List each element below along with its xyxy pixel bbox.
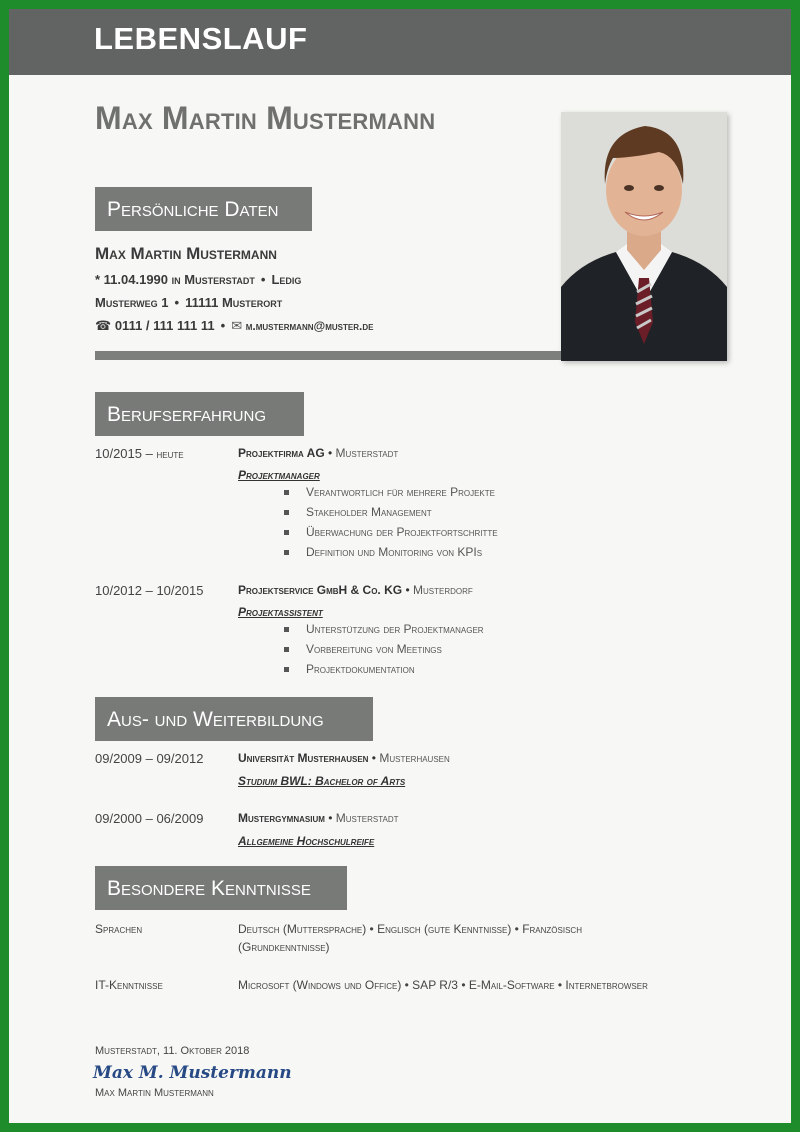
skill-label-it: IT-Kenntnisse xyxy=(95,978,163,992)
applicant-photo xyxy=(561,112,727,361)
email-icon: ✉ xyxy=(231,318,243,333)
skill-value-it: Microsoft (Windows und Office) • SAP R/3 • E-Mail-Software • Internetbrowser xyxy=(238,978,648,992)
education-institution: Mustergymnasium • Musterstadt xyxy=(238,811,399,825)
portrait-image xyxy=(561,112,727,361)
resume-page xyxy=(9,9,791,1123)
city: 11111 Musterort xyxy=(185,295,283,310)
signature: Max M. Mustermann xyxy=(93,1063,292,1083)
list-item: Vorbereitung von Meetings xyxy=(284,639,484,659)
skill-value-languages: Deutsch (Muttersprache) • Englisch (gute Kenntnisse) • Französisch (Grundkenntnisse) xyxy=(238,922,582,954)
education-date: 09/2009 – 09/2012 xyxy=(95,751,204,766)
email-address: m.mustermann@muster.de xyxy=(245,319,374,333)
section-heading-personal: Persönliche Daten xyxy=(95,187,312,231)
skill-label-languages: Sprachen xyxy=(95,922,143,936)
address-line: Musterweg 1 • 11111 Musterort xyxy=(95,295,283,310)
title-bar xyxy=(9,9,791,75)
experience-tasks xyxy=(284,619,484,679)
birth-line: * 11.04.1990 in Musterstadt • Ledig xyxy=(95,272,302,287)
phone-icon: ☎ xyxy=(95,318,112,333)
place-and-date: Musterstadt, 11. Oktober 2018 xyxy=(95,1045,250,1057)
experience-tasks xyxy=(284,482,498,562)
education-date: 09/2000 – 06/2009 xyxy=(95,811,204,826)
education-degree: Studium BWL: Bachelor of Arts xyxy=(238,774,406,788)
list-item: Stakeholder Management xyxy=(284,502,498,522)
section-heading-experience: Berufserfahrung xyxy=(95,392,304,436)
experience-role: Projektmanager xyxy=(238,468,320,482)
experience-company: Projektservice GmbH & Co. KG • Musterdorf xyxy=(238,583,473,597)
section-heading-skills: Besondere Kenntnisse xyxy=(95,866,347,910)
list-item: Definition und Monitoring von KPIs xyxy=(284,542,498,562)
street: Musterweg 1 xyxy=(95,295,169,310)
experience-date: 10/2015 – heute xyxy=(95,446,184,461)
phone-number: 0111 / 111 111 11 xyxy=(114,318,215,333)
experience-date: 10/2012 – 10/2015 xyxy=(95,583,204,598)
header-divider xyxy=(95,351,561,360)
birth-info: * 11.04.1990 in Musterstadt xyxy=(95,272,255,287)
contact-line: ☎ 0111 / 111 111 11 • ✉ m.mustermann@muster.de xyxy=(95,318,374,333)
list-item: Projektdokumentation xyxy=(284,659,484,679)
section-heading-education: Aus- und Weiterbildung xyxy=(95,697,373,741)
marital-status: Ledig xyxy=(271,272,302,287)
personal-name: Max Martin Mustermann xyxy=(95,244,277,263)
list-item: Überwachung der Projektfortschritte xyxy=(284,522,498,542)
education-degree: Allgemeine Hochschulreife xyxy=(238,834,375,848)
experience-role: Projektassistent xyxy=(238,605,323,619)
applicant-name: Max Martin Mustermann xyxy=(95,100,436,136)
list-item: Unterstützung der Projektmanager xyxy=(284,619,484,639)
document-title: LEBENSLAUF xyxy=(94,21,308,56)
experience-company: Projektfirma AG • Musterstadt xyxy=(238,446,399,460)
signature-name: Max Martin Mustermann xyxy=(95,1087,214,1099)
education-institution: Universität Musterhausen • Musterhausen xyxy=(238,751,450,765)
list-item: Verantwortlich für mehrere Projekte xyxy=(284,482,498,502)
